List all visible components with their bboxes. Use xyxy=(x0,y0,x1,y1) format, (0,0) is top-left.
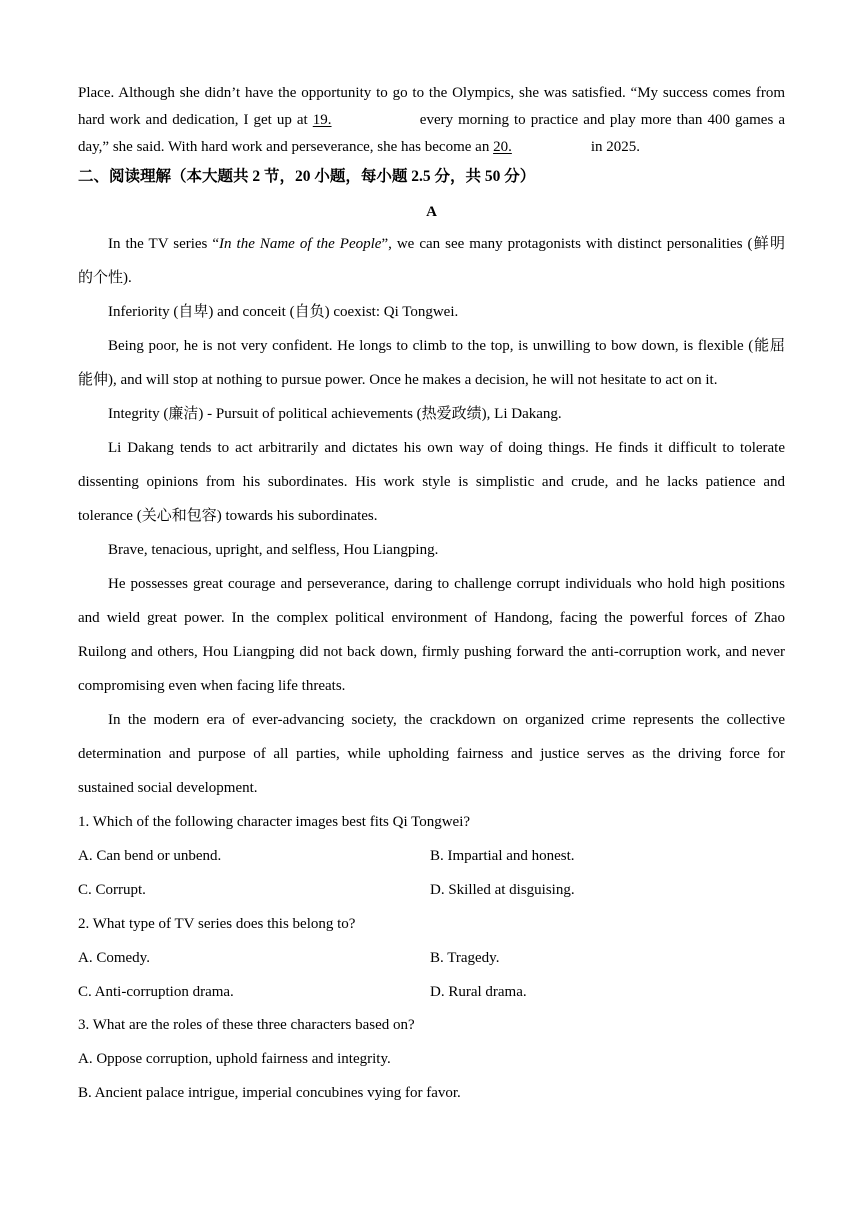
character-heading-hou: Brave, tenacious, upright, and selfless, Hou Liangping. xyxy=(108,542,439,558)
passage-line: He possesses great courage and perseverance, daring to challenge corrupt individuals who hold high positions xyxy=(108,576,785,592)
question-options-row xyxy=(78,880,785,900)
passage-line: and wield great power. In the complex political environment of Handong, facing the powerful forces of Zhao xyxy=(78,610,785,626)
blank-19: 19. xyxy=(312,112,332,128)
option-2b: B. Tragedy. xyxy=(430,950,500,966)
character-heading-li: Integrity (廉洁) - Pursuit of political achievements (热爱政绩), Li Dakang. xyxy=(108,406,562,422)
passage-line: Being poor, he is not very confident. He longs to climb to the top, is unwilling to bow down, is flexible (能屈 xyxy=(108,338,785,354)
option-1a: A. Can bend or unbend. xyxy=(78,848,222,864)
passage-line: determination and purpose of all parties, while upholding fairness and justice serves as the driving force for xyxy=(78,746,785,762)
passage-text: In the TV series “ xyxy=(108,236,220,252)
passage-line: dissenting opinions from his subordinates. His work style is simplistic and crude, and he lacks patience and xyxy=(78,474,785,490)
passage-line: Ruilong and others, Hou Liangping did not back down, firmly pushing forward the anti-corruption work, and never xyxy=(78,644,785,660)
blank-20: 20. xyxy=(493,139,512,155)
question-options-row xyxy=(78,846,785,866)
passage-line: compromising even when facing life threats. xyxy=(78,678,346,694)
cloze-text: every morning to practice and play more than 400 games a xyxy=(414,112,785,128)
option-2a: A. Comedy. xyxy=(78,950,150,966)
option-1b: B. Impartial and honest. xyxy=(430,848,575,864)
option-1c: C. Corrupt. xyxy=(78,882,146,898)
cloze-text: in 2025. xyxy=(587,139,640,155)
cloze-line-3 xyxy=(78,137,785,157)
series-title: In the Name of the People xyxy=(219,236,382,252)
question-stem-1: 1. Which of the following character images best fits Qi Tongwei? xyxy=(78,814,471,830)
section-heading: 二、阅读理解（本大题共 2 节，20 小题，每小题 2.5 分，共 50 分） xyxy=(78,168,536,185)
passage-line xyxy=(78,234,785,254)
passage-line: 的个性). xyxy=(78,270,132,286)
question-options-row xyxy=(78,982,785,1002)
option-3b: B. Ancient palace intrigue, imperial concubines vying for favor. xyxy=(78,1085,461,1101)
cloze-line-2 xyxy=(78,110,785,130)
passage-label: A xyxy=(426,204,437,220)
passage-line: sustained social development. xyxy=(78,780,258,796)
cloze-text: day,” she said. With hard work and perseverance, she has become an xyxy=(78,139,494,155)
character-heading-qi: Inferiority (自卑) and conceit (自负) coexist: Qi Tongwei. xyxy=(108,304,459,320)
passage-line: 能伸), and will stop at nothing to pursue power. Once he makes a decision, he will not hesitate to act on it. xyxy=(78,372,718,388)
option-3a: A. Oppose corruption, uphold fairness and integrity. xyxy=(78,1051,391,1067)
cloze-line-1: Place. Although she didn’t have the opportunity to go to the Olympics, she was satisfied. “My success comes from xyxy=(78,85,785,101)
question-options-row xyxy=(78,948,785,968)
cloze-text: hard work and dedication, I get up at xyxy=(78,112,313,128)
option-2c: C. Anti-corruption drama. xyxy=(78,984,234,1000)
question-stem-2: 2. What type of TV series does this belong to? xyxy=(78,916,356,932)
passage-line: In the modern era of ever-advancing society, the crackdown on organized crime represents the collective xyxy=(108,712,785,728)
passage-text: ”, we can see many protagonists with distinct personalities (鲜明 xyxy=(381,236,785,252)
question-stem-3: 3. What are the roles of these three characters based on? xyxy=(78,1017,415,1033)
option-2d: D. Rural drama. xyxy=(430,984,527,1000)
option-1d: D. Skilled at disguising. xyxy=(430,882,575,898)
passage-line: Li Dakang tends to act arbitrarily and dictates his own way of doing things. He finds it difficult to tolerate xyxy=(108,440,785,456)
passage-line: tolerance (关心和包容) towards his subordinates. xyxy=(78,508,378,524)
